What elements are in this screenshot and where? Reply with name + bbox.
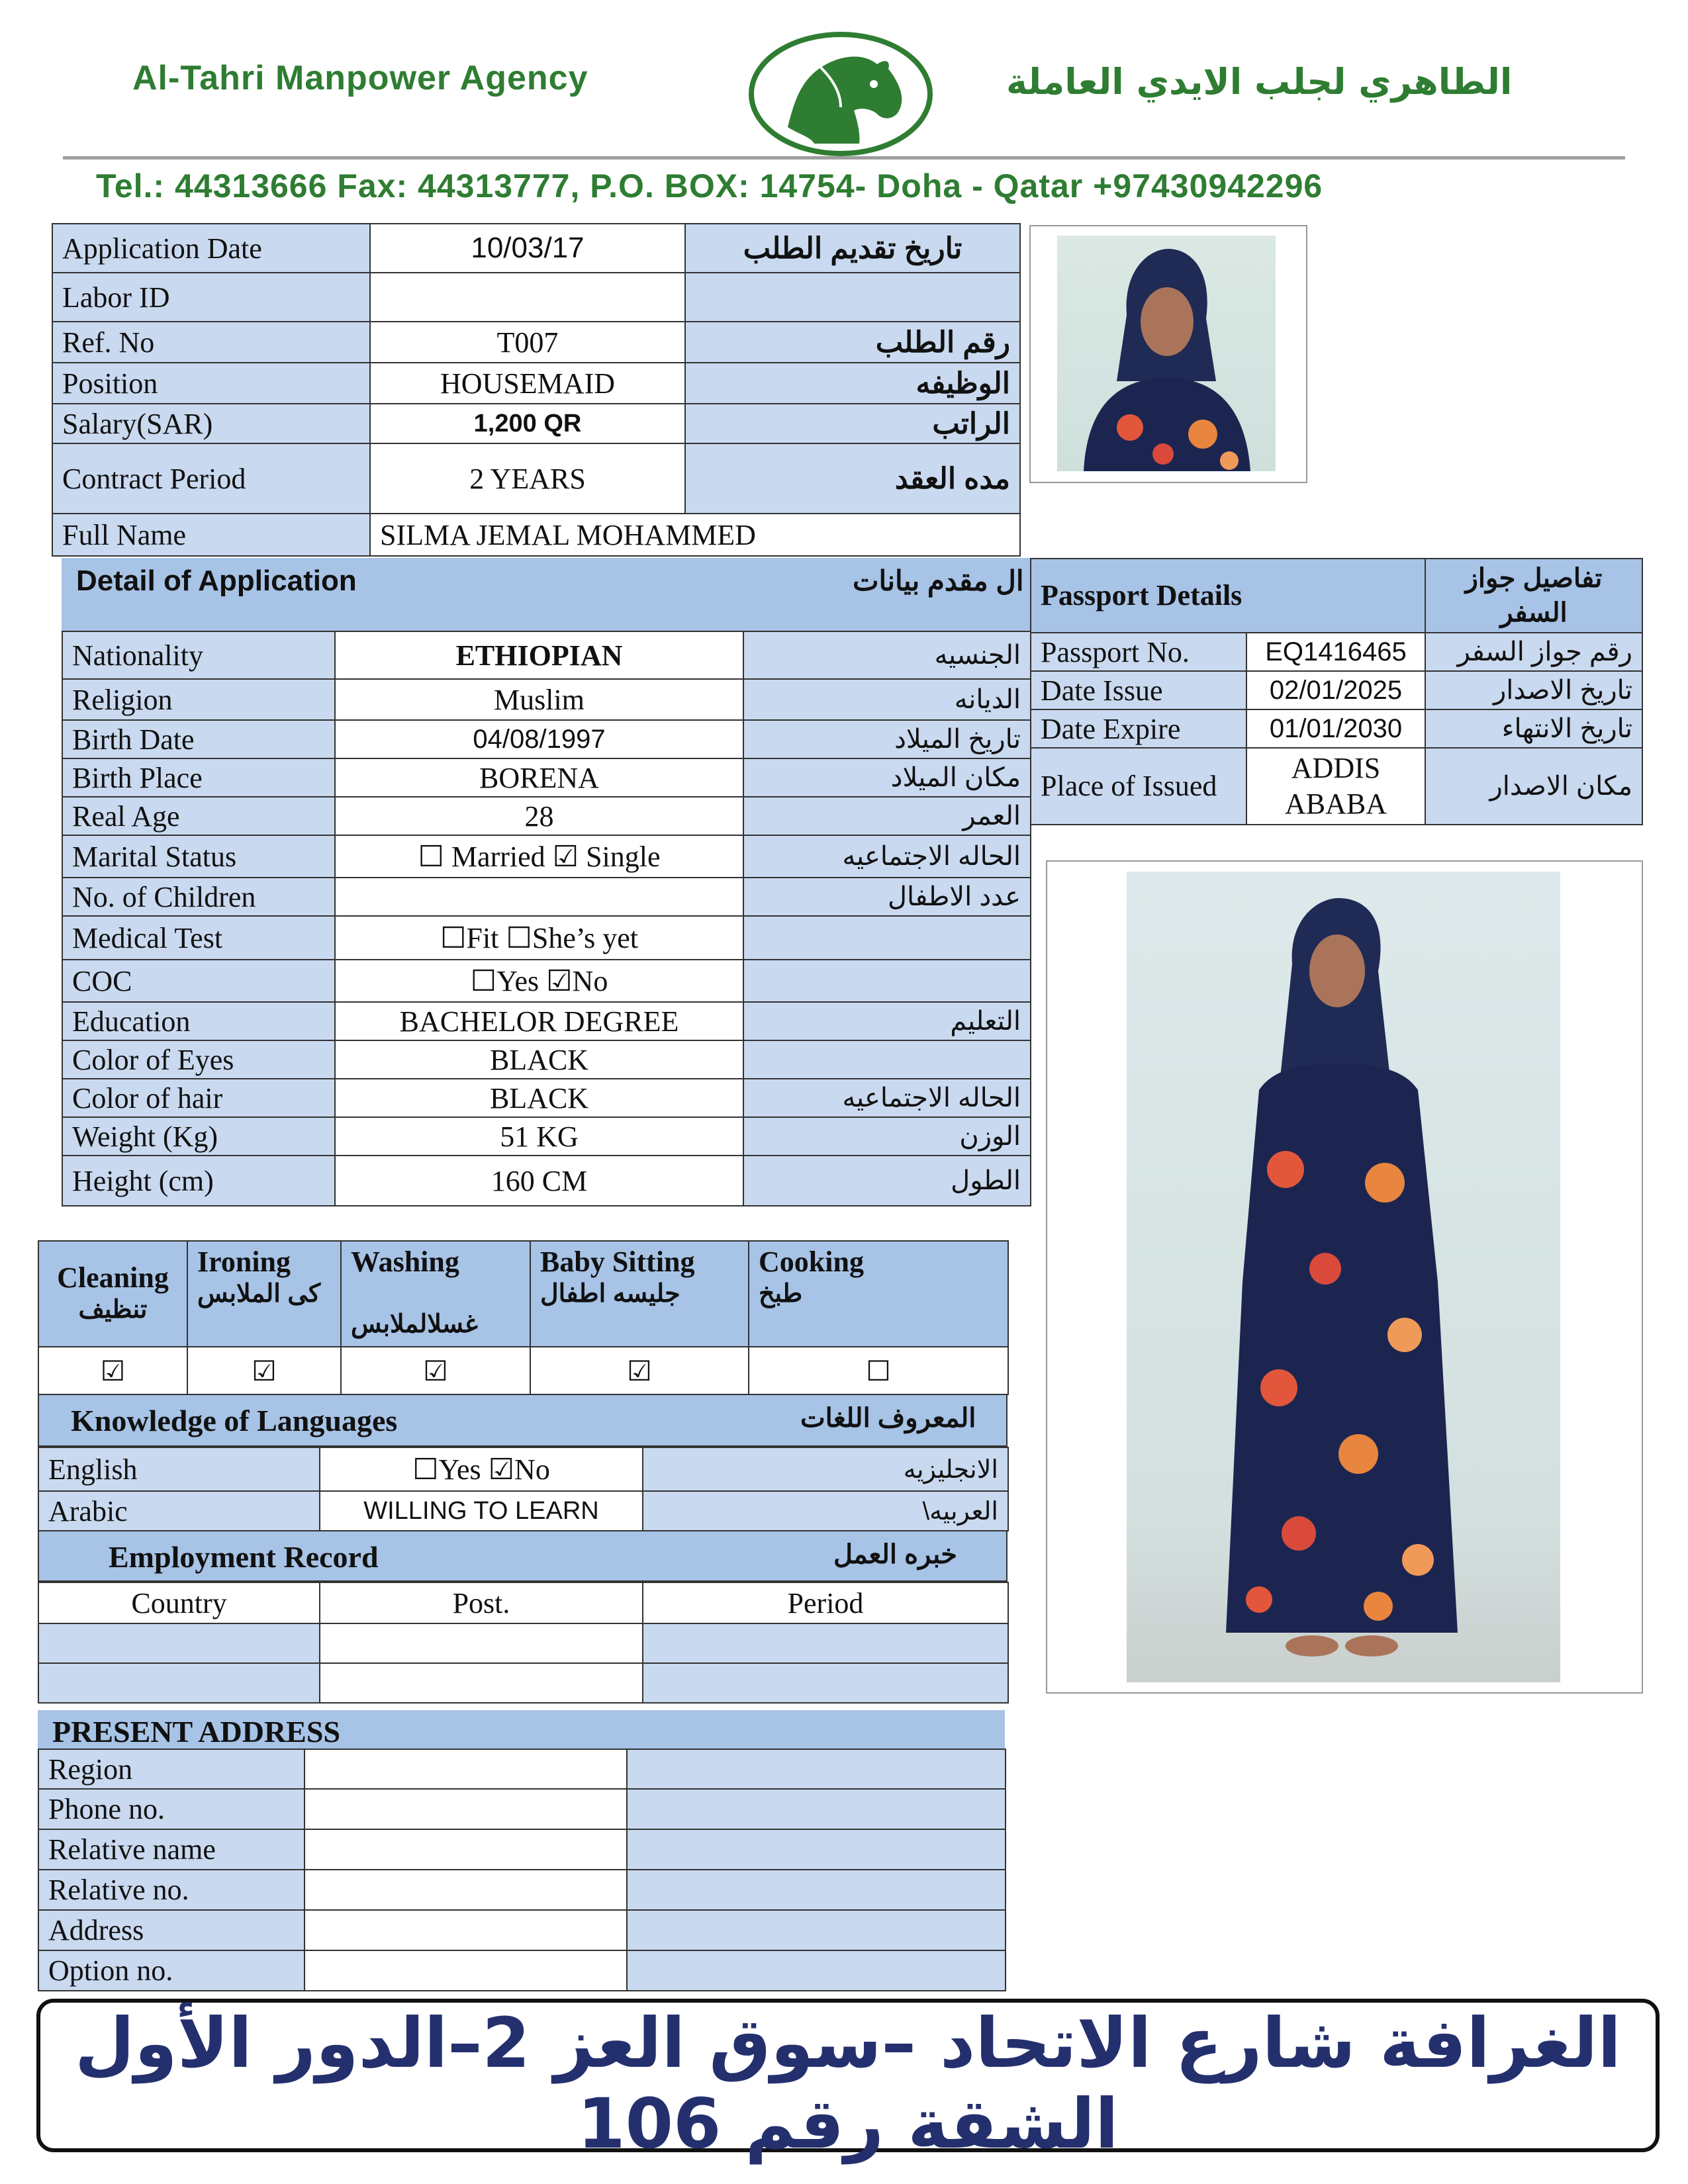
address-extra-cell[interactable] (627, 1950, 1006, 1991)
label-salary: Salary(SAR) (52, 404, 370, 443)
detail-value: ETHIOPIAN (335, 631, 743, 679)
skill-cooking-ar: طبخ (759, 1280, 803, 1308)
label-full-name: Full Name (52, 514, 370, 556)
skill-ironing-en: Ironing (197, 1246, 291, 1278)
portrait-photo (1057, 236, 1276, 471)
detail-label: No. of Children (62, 878, 335, 916)
agency-name-en: Al-Tahri Manpower Agency (132, 59, 588, 97)
portrait-photo-frame (1029, 225, 1307, 483)
detail-label: Color of Eyes (62, 1040, 335, 1079)
address-extra-cell[interactable] (627, 1829, 1006, 1870)
address-row (38, 1789, 1006, 1829)
employment-col-country: Country (38, 1582, 320, 1623)
label-labor-id: Labor ID (52, 273, 370, 322)
address-label: Address (38, 1910, 305, 1950)
employment-cell[interactable] (320, 1663, 643, 1703)
full-body-photo (1127, 872, 1560, 1682)
address-label: Region (38, 1749, 305, 1789)
detail-value: 04/08/1997 (335, 720, 743, 758)
detail-label: Nationality (62, 631, 335, 679)
detail-row (62, 1040, 1031, 1079)
value-date-expire: 01/01/2030 (1246, 709, 1425, 748)
detail-label-ar: مكان الميلاد (743, 758, 1031, 797)
address-value-cell[interactable] (305, 1910, 627, 1950)
detail-row (62, 916, 1031, 960)
detail-row (62, 878, 1031, 916)
detail-label-ar: الطول (743, 1156, 1031, 1206)
detail-label-ar (743, 960, 1031, 1002)
detail-label-ar: تاريخ الميلاد (743, 720, 1031, 758)
ar-application-date: تاريخ تقديم الطلب (685, 224, 1020, 273)
skill-washing-en: Washing (351, 1246, 459, 1278)
employment-col-period: Period (643, 1582, 1008, 1623)
skill-baby-sitting-label (530, 1241, 749, 1347)
detail-label: Real Age (62, 797, 335, 835)
address-value-cell[interactable] (305, 1789, 627, 1829)
address-value-cell[interactable] (305, 1950, 627, 1991)
value-passport-no: EQ1416465 (1246, 633, 1425, 671)
detail-row (62, 797, 1031, 835)
skill-cleaning-en: Cleaning (57, 1261, 169, 1294)
skill-ironing-ar: کی الملابس (197, 1280, 321, 1308)
detail-label-ar: التعليم (743, 1002, 1031, 1040)
address-label: Relative no. (38, 1870, 305, 1910)
value-labor-id (370, 273, 685, 322)
detail-label: Weight (Kg) (62, 1117, 335, 1156)
address-value-cell[interactable] (305, 1829, 627, 1870)
detail-label-ar: عدد الاطفال (743, 878, 1031, 916)
label-passport-no: Passport No. (1031, 633, 1246, 671)
ar-date-issue: تاريخ الاصدار (1425, 671, 1642, 709)
detail-row (62, 1079, 1031, 1117)
label-position: Position (52, 363, 370, 404)
skill-cleaning-label (38, 1241, 187, 1347)
ar-labor-id (685, 273, 1020, 322)
address-extra-cell[interactable] (627, 1870, 1006, 1910)
detail-value[interactable]: ☐ Married ☑ Single (335, 835, 743, 878)
detail-label-ar: الجنسيه (743, 631, 1031, 679)
employment-cell[interactable] (38, 1663, 320, 1703)
passport-title-ar: تفاصيل جواز السفر (1425, 559, 1642, 633)
detail-row (62, 1117, 1031, 1156)
employment-cell[interactable] (320, 1623, 643, 1663)
address-row (38, 1870, 1006, 1910)
employment-row (38, 1623, 1008, 1663)
ar-arabic: العربيه\ (643, 1491, 1008, 1531)
employment-title-ar: خبره العمل (833, 1540, 957, 1569)
detail-label-ar (743, 916, 1031, 960)
ar-contract-period: مده العقد (685, 443, 1020, 514)
label-date-issue: Date Issue (1031, 671, 1246, 709)
address-banner (36, 1999, 1660, 2164)
languages-title: Knowledge of Languages (71, 1404, 398, 1437)
detail-label: Height (cm) (62, 1156, 335, 1206)
skill-washing-ar: غسلالملابس (351, 1310, 478, 1338)
detail-label-ar: الوزن (743, 1117, 1031, 1156)
ar-position: الوظيفه (685, 363, 1020, 404)
value-salary: 1,200 QR (370, 404, 685, 443)
skill-cooking-checkbox[interactable]: ☐ (866, 1356, 891, 1387)
address-value-cell[interactable] (305, 1749, 627, 1789)
detail-label-ar: الحاله الاجتماعيه (743, 1079, 1031, 1117)
detail-label: Color of hair (62, 1079, 335, 1117)
detail-row (62, 679, 1031, 720)
value-english[interactable]: ☐Yes ☑No (320, 1447, 643, 1491)
value-full-name: SILMA JEMAL MOHAMMED (370, 514, 1020, 556)
detail-label-ar: الحاله الاجتماعيه (743, 835, 1031, 878)
passport-table (1030, 558, 1643, 825)
address-extra-cell[interactable] (627, 1749, 1006, 1789)
detail-value (335, 878, 743, 916)
detail-row (62, 1156, 1031, 1206)
value-position: HOUSEMAID (370, 363, 685, 404)
detail-row (62, 960, 1031, 1002)
detail-label: Marital Status (62, 835, 335, 878)
label-english: English (38, 1447, 320, 1491)
employment-table (38, 1582, 1009, 1704)
label-contract-period: Contract Period (52, 443, 370, 514)
horse-head-logo-icon (741, 28, 940, 160)
contact-info: Tel.: 44313666 Fax: 44313777, P.O. BOX: 14754- Doha - Qatar +97430942296 (96, 167, 1323, 205)
detail-row (62, 631, 1031, 679)
address-banner-text: الغرافة شارع الاتحاد –سوق العز 2–الدور الأول الشقة رقم 106 (74, 2003, 1622, 2164)
languages-title-ar: المعروف اللغات (800, 1404, 976, 1433)
label-application-date: Application Date (52, 224, 370, 273)
ar-salary: الراتب (685, 404, 1020, 443)
skill-washing-checkbox[interactable]: ☑ (423, 1356, 448, 1387)
label-date-expire: Date Expire (1031, 709, 1246, 748)
detail-value: 160 CM (335, 1156, 743, 1206)
skills-table (38, 1240, 1009, 1395)
agency-name-ar: الطاهري لجلب الايدي العاملة (1006, 61, 1513, 103)
employment-row (38, 1663, 1008, 1703)
value-arabic: WILLING TO LEARN (320, 1491, 643, 1531)
detail-title-ar: ال مقدم بيانات (853, 565, 1024, 596)
detail-value: Muslim (335, 679, 743, 720)
address-row (38, 1910, 1006, 1950)
detail-label: Medical Test (62, 916, 335, 960)
detail-value[interactable]: ☐Fit ☐She’s yet (335, 916, 743, 960)
skill-baby-sitting-checkbox[interactable]: ☑ (627, 1356, 652, 1387)
full-body-photo-frame (1046, 860, 1643, 1694)
ar-place-issued: مكان الاصدار (1425, 748, 1642, 825)
value-application-date: 10/03/17 (370, 224, 685, 273)
address-value-cell[interactable] (305, 1870, 627, 1910)
label-arabic: Arabic (38, 1491, 320, 1531)
value-place-issued: ADDIS ABABA (1246, 748, 1425, 825)
employment-col-post: Post. (320, 1582, 643, 1623)
label-place-issued: Place of Issued (1031, 748, 1246, 825)
employment-title: Employment Record (109, 1540, 379, 1574)
detail-value: BACHELOR DEGREE (335, 1002, 743, 1040)
ar-passport-no: رقم جواز السفر (1425, 633, 1642, 671)
detail-label: COC (62, 960, 335, 1002)
value-date-issue: 02/01/2025 (1246, 671, 1425, 709)
passport-title: Passport Details (1031, 559, 1425, 633)
detail-title: Detail of Application (76, 565, 357, 597)
address-extra-cell[interactable] (627, 1910, 1006, 1950)
address-table (38, 1749, 1006, 1991)
detail-label: Education (62, 1002, 335, 1040)
detail-label-ar: العمر (743, 797, 1031, 835)
ar-date-expire: تاريخ الانتهاء (1425, 709, 1642, 748)
languages-table (38, 1447, 1009, 1531)
employment-cell[interactable] (643, 1663, 1008, 1703)
address-title: PRESENT ADDRESS (52, 1715, 341, 1749)
detail-row (62, 1002, 1031, 1040)
skill-cleaning-ar: تنظيف (78, 1296, 148, 1324)
address-row (38, 1749, 1006, 1789)
detail-label: Birth Date (62, 720, 335, 758)
detail-section-header (62, 558, 1030, 631)
detail-label: Birth Place (62, 758, 335, 797)
value-contract-period: 2 YEARS (370, 443, 685, 514)
languages-header (38, 1394, 1008, 1447)
skill-baby-sitting-en: Baby Sitting (540, 1246, 695, 1278)
application-info-table (52, 223, 1021, 557)
address-row (38, 1950, 1006, 1991)
address-row (38, 1829, 1006, 1870)
skill-washing-label (341, 1241, 530, 1347)
skill-cleaning-checkbox[interactable]: ☑ (100, 1356, 126, 1387)
detail-value: BORENA (335, 758, 743, 797)
detail-table (62, 631, 1031, 1206)
address-label: Phone no. (38, 1789, 305, 1829)
address-header (38, 1710, 1005, 1749)
employment-cell[interactable] (38, 1623, 320, 1663)
skill-ironing-checkbox[interactable]: ☑ (252, 1356, 277, 1387)
ar-ref-no: رقم الطلب (685, 322, 1020, 363)
detail-value: BLACK (335, 1079, 743, 1117)
detail-value: BLACK (335, 1040, 743, 1079)
address-label: Relative name (38, 1829, 305, 1870)
skill-baby-sitting-ar: جليسه اطفال (540, 1280, 680, 1308)
detail-value: 51 KG (335, 1117, 743, 1156)
address-label: Option no. (38, 1950, 305, 1991)
address-extra-cell[interactable] (627, 1789, 1006, 1829)
employment-header (38, 1530, 1008, 1582)
detail-label-ar: الديانه (743, 679, 1031, 720)
detail-row (62, 720, 1031, 758)
detail-row (62, 835, 1031, 878)
skill-ironing-label (187, 1241, 341, 1347)
label-ref-no: Ref. No (52, 322, 370, 363)
employment-cell[interactable] (643, 1623, 1008, 1663)
skill-cooking-label (749, 1241, 1008, 1347)
header-divider (63, 156, 1625, 159)
ar-english: الانجليزيه (643, 1447, 1008, 1491)
value-ref-no: T007 (370, 322, 685, 363)
detail-label-ar (743, 1040, 1031, 1079)
skill-cooking-en: Cooking (759, 1246, 864, 1278)
detail-row (62, 758, 1031, 797)
detail-value[interactable]: ☐Yes ☑No (335, 960, 743, 1002)
detail-label: Religion (62, 679, 335, 720)
detail-value: 28 (335, 797, 743, 835)
